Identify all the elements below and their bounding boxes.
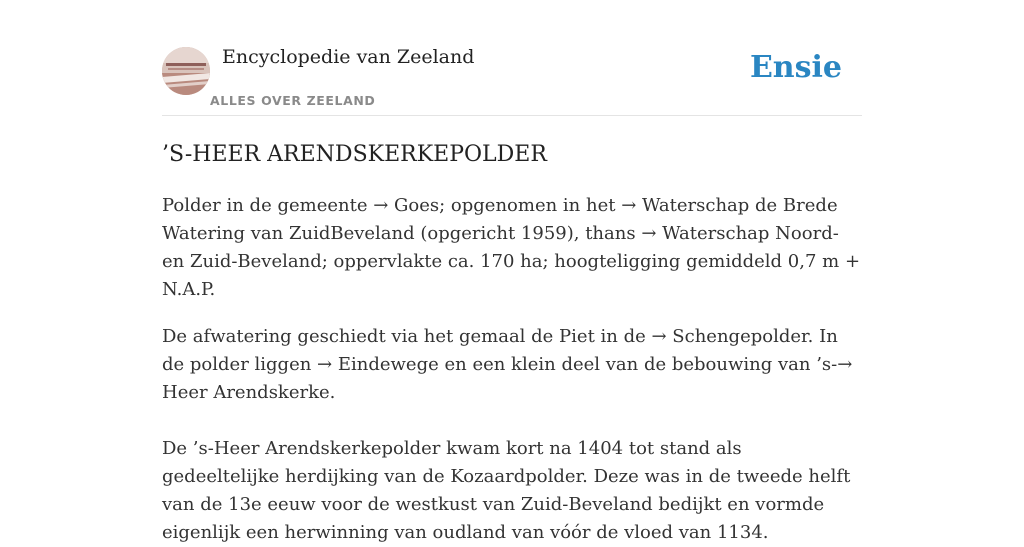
paragraph-2 bbox=[162, 323, 862, 407]
text: De afwatering geschiedt via het gemaal de Piet in de bbox=[162, 326, 652, 347]
paragraph-1 bbox=[162, 192, 862, 304]
ensie-logo-link[interactable]: Ensie bbox=[749, 50, 842, 85]
paragraph-3: De ’s-Heer Arendskerkepolder kwam kort na 1404 tot stand als gedeeltelijke herdijking van de Kozaardpolder. Deze was in de tweede helft van de 13e eeuw voor de westkust van Zuid-Beveland bedijkt en vormde eigenlijk een herwinning van oudland van vóór de vloed van 1134. bbox=[162, 438, 851, 543]
avatar-image-icon bbox=[162, 47, 210, 95]
article bbox=[162, 140, 862, 547]
text: (opgericht 1959), thans bbox=[414, 223, 642, 244]
text: ; oppervlakte ca. 170 ha; hoogteligging gemiddeld 0,7 m + N.A.P. bbox=[162, 251, 861, 300]
link-schengepolder[interactable]: → Schengepolder bbox=[651, 326, 808, 347]
link-goes[interactable]: → Goes bbox=[373, 195, 440, 216]
site-title[interactable]: Encyclopedie van Zeeland bbox=[222, 46, 475, 68]
text: . In de polder liggen bbox=[162, 326, 838, 375]
link-waterschap-noord-zuid-beveland[interactable]: → Waterschap Noord- en Zuid-Beveland bbox=[162, 223, 839, 272]
site-header bbox=[162, 44, 862, 116]
text: Polder in de gemeente bbox=[162, 195, 374, 216]
link-heer-arendskerke[interactable]: → Heer Arendskerke bbox=[162, 354, 853, 403]
link-eindewege[interactable]: → Eindewege bbox=[317, 354, 439, 375]
header-divider bbox=[162, 115, 862, 116]
entry-title: ’S-HEER ARENDSKERKEPOLDER bbox=[162, 142, 547, 167]
text: . bbox=[329, 382, 336, 403]
link-waterschap-brede-watering[interactable]: → Waterschap de Brede Watering van ZuidBeveland bbox=[162, 195, 838, 244]
text: ; opgenomen in het bbox=[439, 195, 622, 216]
site-avatar[interactable] bbox=[162, 47, 210, 95]
site-tagline: ALLES OVER ZEELAND bbox=[210, 93, 376, 108]
text: en een klein deel van de bebouwing van ’s- bbox=[438, 354, 838, 375]
